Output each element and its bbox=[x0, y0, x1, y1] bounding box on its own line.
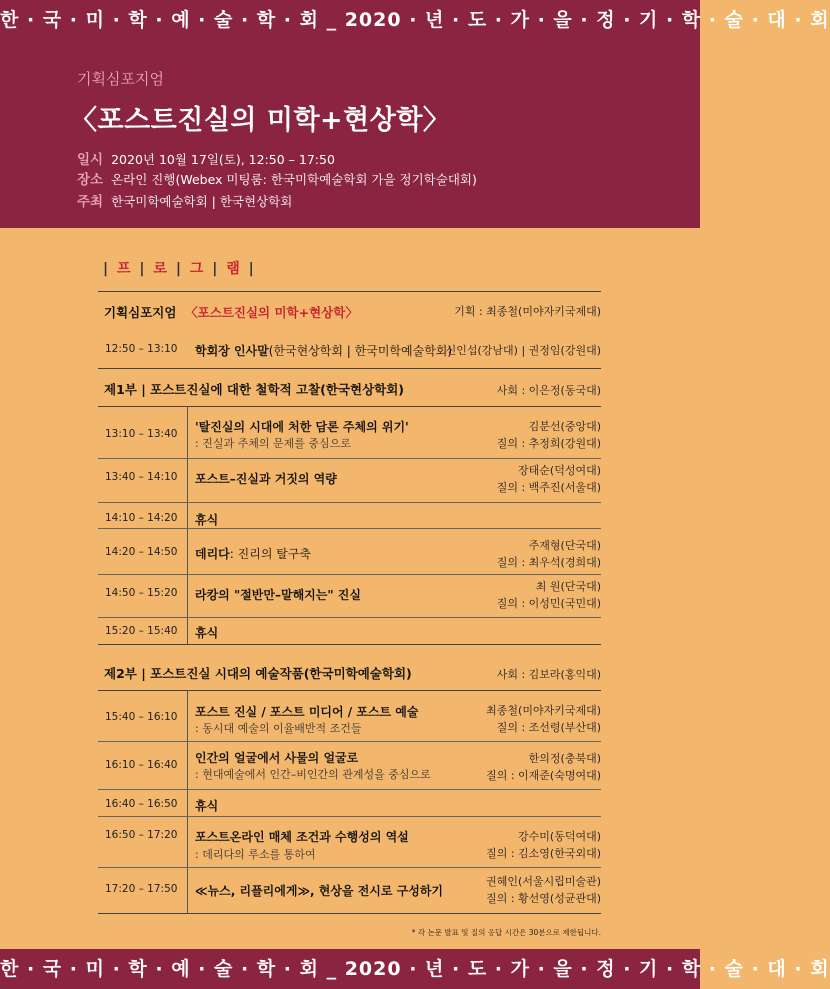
session-time: 17:20 – 17:50 bbox=[105, 883, 178, 895]
part1-title: 제1부 | 포스트진실에 대한 철학적 고찰(한국현상학회) bbox=[104, 382, 405, 397]
date-label: 일시 bbox=[77, 152, 104, 168]
header-kicker: 기획심포지엄 bbox=[77, 70, 164, 88]
session-time: 15:40 – 16:10 bbox=[105, 711, 178, 723]
date-value: 2020년 10월 17일(토), 12:50 – 17:50 bbox=[111, 152, 335, 167]
rule bbox=[98, 816, 601, 817]
host-line bbox=[77, 190, 292, 210]
host-label: 주최 bbox=[77, 194, 104, 210]
break-label: 휴식 bbox=[195, 513, 219, 527]
session-title: 데리다: 진리의 탈구축 bbox=[195, 547, 312, 561]
session-title: 포스트온라인 매체 조건과 수행성의 역설 bbox=[195, 830, 409, 844]
session-people: 한의정(충북대) 질의 : 이재준(숙명여대) bbox=[486, 752, 601, 782]
rule bbox=[98, 291, 601, 292]
break-label: 휴식 bbox=[195, 626, 219, 640]
place-label: 장소 bbox=[77, 172, 104, 188]
session-time: 13:10 – 13:40 bbox=[105, 428, 178, 440]
program-label: | 프 | 로 | 그 | 램 | bbox=[103, 261, 256, 277]
session-time: 13:40 – 14:10 bbox=[105, 471, 178, 483]
session-people: 권혜인(서울시립미술관) 질의 : 황선영(성균관대) bbox=[486, 875, 601, 905]
session-people: 김분선(중앙대) 질의 : 추정희(강원대) bbox=[496, 420, 601, 450]
session-people: 장태순(덕성여대) 질의 : 백주진(서울대) bbox=[496, 464, 601, 494]
opening-title: 학회장 인사말(한국현상학회 | 한국미학예술학회) bbox=[195, 344, 453, 358]
session-sub: : 데리다의 루소를 통하여 bbox=[195, 848, 316, 861]
rule bbox=[98, 913, 601, 914]
rule bbox=[98, 690, 601, 691]
rule bbox=[98, 617, 601, 618]
rule bbox=[98, 867, 601, 868]
place-line bbox=[77, 168, 477, 188]
session-time: 14:20 – 14:50 bbox=[105, 546, 178, 558]
place-value: 온라인 진행(Webex 미팅룸: 한국미학예술학회 가을 정기학술대회) bbox=[111, 172, 477, 187]
rule bbox=[98, 789, 601, 790]
rule bbox=[98, 458, 601, 459]
opening-time: 12:50 – 13:10 bbox=[105, 343, 178, 355]
date-line bbox=[77, 148, 335, 168]
session-time: 14:50 – 15:20 bbox=[105, 587, 178, 599]
session-sub: : 진실과 주체의 문제를 중심으로 bbox=[195, 437, 351, 450]
session-title: 포스트–진실과 거짓의 역량 bbox=[195, 472, 337, 486]
session-people: 최종철(미야자키국제대) 질의 : 조선령(부산대) bbox=[486, 704, 601, 734]
session-title: '탈진실의 시대에 처한 담론 주체의 위기' bbox=[195, 420, 409, 434]
session-title: 포스트 진실 / 포스트 미디어 / 포스트 예술 bbox=[195, 705, 419, 719]
break-label: 휴식 bbox=[195, 799, 219, 813]
rule bbox=[98, 574, 601, 575]
rule bbox=[98, 406, 601, 407]
footnote: * 각 논문 발표 및 질의 응답 시간은 30분으로 제한됩니다. bbox=[411, 928, 601, 937]
rule bbox=[98, 528, 601, 529]
session-sub: : 동시대 예술의 이율배반적 조건들 bbox=[195, 722, 362, 735]
rule bbox=[98, 644, 601, 645]
session-people: 강수미(동덕여대) 질의 : 김소영(한국외대) bbox=[486, 830, 601, 860]
top-banner: 한 · 국 · 미 · 학 · 예 · 술 · 학 · 회 _ 2020 · 년 · 도 · 가 · 을 · 정 · 기 · 학 · 술 · 대 · 회 bbox=[0, 0, 700, 40]
session-title: ≪뉴스, 리플리에게≫, 현상을 전시로 구성하기 bbox=[195, 884, 444, 898]
bottom-banner: 한 · 국 · 미 · 학 · 예 · 술 · 학 · 회 _ 2020 · 년 · 도 · 가 · 을 · 정 · 기 · 학 · 술 · 대 · 회 bbox=[0, 949, 700, 989]
session-title: 인간의 얼굴에서 사물의 얼굴로 bbox=[195, 751, 359, 765]
column-divider bbox=[187, 690, 188, 913]
header bbox=[0, 40, 700, 228]
session-sub: : 현대예술에서 인간–비인간의 관계성을 중심으로 bbox=[195, 768, 431, 781]
opening-people: 신인섭(강남대) | 권정임(강원대) bbox=[445, 344, 601, 357]
part1-chair: 사회 : 이은정(동국대) bbox=[496, 384, 601, 397]
session-title: 라캉의 "절반만–말해지는" 진실 bbox=[195, 588, 361, 602]
rule bbox=[98, 741, 601, 742]
part2-chair: 사회 : 김보라(홍익대) bbox=[496, 668, 601, 681]
break-time: 16:40 – 16:50 bbox=[105, 798, 178, 810]
break-time: 14:10 – 14:20 bbox=[105, 512, 178, 524]
host-value: 한국미학예술학회 | 한국현상학회 bbox=[111, 194, 293, 209]
session-time: 16:10 – 16:40 bbox=[105, 759, 178, 771]
symposium-planner: 기획 : 최종철(미야자키국제대) bbox=[454, 305, 601, 318]
rule bbox=[98, 368, 601, 369]
session-people: 최 원(단국대) 질의 : 이성민(국민대) bbox=[496, 580, 601, 610]
column-divider bbox=[187, 406, 188, 644]
header-title: 〈포스트진실의 미학+현상학〉 bbox=[70, 105, 451, 136]
symposium-title: 기획심포지엄 〈포스트진실의 미학+현상학〉 bbox=[104, 305, 358, 320]
part2-title: 제2부 | 포스트진실 시대의 예술작품(한국미학예술학회) bbox=[104, 666, 412, 681]
session-time: 16:50 – 17:20 bbox=[105, 829, 178, 841]
rule bbox=[98, 502, 601, 503]
break-time: 15:20 – 15:40 bbox=[105, 625, 178, 637]
session-people: 주재형(단국대) 질의 : 최우석(경희대) bbox=[496, 539, 601, 569]
